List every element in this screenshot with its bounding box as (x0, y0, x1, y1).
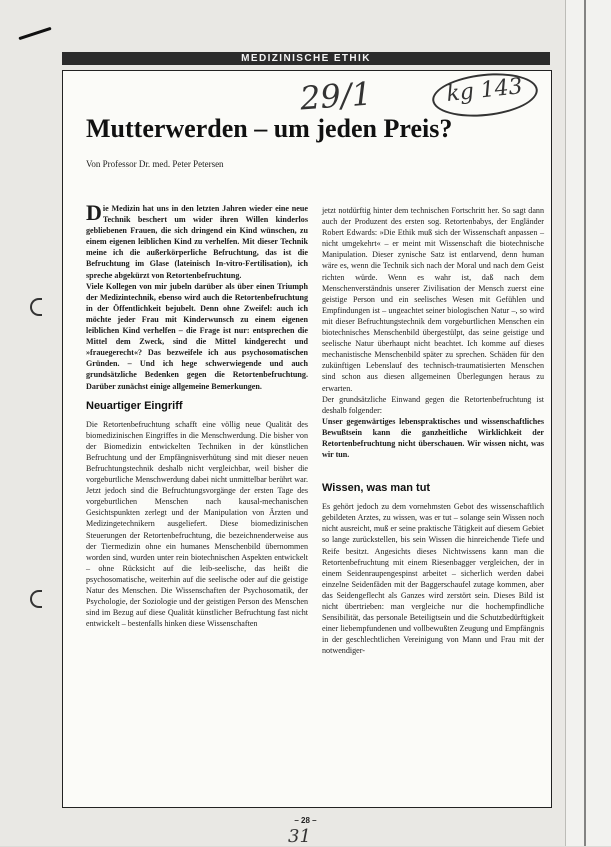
handwritten-code-text: kg 143 (445, 74, 524, 107)
section-header (62, 52, 550, 65)
article-title: Mutterwerden – um jeden Preis? (86, 114, 453, 143)
punch-hole-mark (30, 298, 42, 316)
page-number: – 28 – (294, 816, 317, 825)
handwritten-page-number: 31 (288, 826, 311, 847)
body-paragraph-2: jetzt notdürftig hinter dem technischen Fortschritt her. So sagt dann auch der Produzent des ersten sog. Retortenbabys, der Engländer Robert Edwards: »Die Ethik muß sich der Wissenschaft anpassen – nicht umgekehrt« – er meint mit Wissenschaft die biotechnische Manipulation. Dieser zynische Satz ist entlarvend, denn human wäre es, wenn die Technik sich nach der Moral und nach dem Geist richten würde. Wenn es wahr ist, daß nach dem Menschenverständnis unserer Zivilisation der Mensch zuerst eine geistige Person und ein seelisches Wesen mit Gefühlen und Empfindungen ist – ungeachtet seiner biologischen Natur –, so wird mit dieser Befruchtungstechnik dem vorgeburtlichen Menschen ein biotechnisches Menschenbild übergestülpt, das seine geistige und seelische Natur überhaupt nicht beachtet. Ich komme auf dieses mechanistische Menschenbild später zu sprechen. Schäden für den zukünftigen Lebenslauf des technisch-traumatisierten Menschen sind schon aus diesen allgemeinen Überlegungen heraus zu erwarten. (322, 206, 544, 393)
subheading-wissen: Wissen, was man tut (322, 482, 431, 495)
article-byline: Von Professor Dr. med. Peter Petersen (86, 159, 224, 169)
intro-paragraph-2: Viele Kollegen von mir jubeln darüber als über einen Triumph der Medizintechnik, ebenso wird auch die Retortenbefruchtung in der Öffentlichkeit bejubelt. Denn ohne Zweifel: auch ich möchte jeder Frau mit Kinderwunsch zu einem eigenen leiblichen Kind verhelfen – die Frage ist nur: entsprechen die Mittel dem Zweck, sind die Mittel kindgerecht und »frauegerecht«? Das bezweifele ich aus psychosomatischen Gründen. – Und ich hege schwerwiegende und auch grundsätzliche Bedenken gegen die Retortenbefruchtung. Darüber zunächst einige allgemeine Bemerkungen. (86, 281, 308, 391)
intro-paragraph (86, 200, 308, 281)
adjacent-page-edge (565, 0, 611, 846)
subheading-neuartiger-eingriff: Neuartiger Eingriff (86, 399, 183, 412)
handwritten-number: 29/1 (298, 74, 374, 118)
section-label: MEDIZINISCHE ETHIK (241, 53, 371, 64)
body-paragraph-4: Es gehört jedoch zu dem vornehmsten Gebot des wissenschaftlich gebildeten Arztes, zu wissen, was er tut – solange sein Wissen noch nicht ausreicht, muß er seine praktische Tätigkeit auf diesem Gebiet so lange zurückstellen, bis sein Wissen die hinreichende Tiefe und Reife besitzt. Angesichts dieses Nichtwissens kann man die Retortenbefruchtung mit einem Riesenbagger vergleichen, der in einem Seidenraupengespinst arbeitet – sicherlich werden dabei einzelne Seidenfäden mit der Baggerschaufel zutage kommen, aber das Seidengeflecht als Ganzes wird zerstört sein. Dieses Bild ist nicht übertrieben: man vergleiche nur die hochempfindliche Sensibilität, das personale Beteiligtsein und die Schutzbedürftigkeit einer liebempfundenen und vollbewußten Zeugung und Empfängnis in der geschlechtlichen Vereinigung von Mann und Frau mit der notwendiger- (322, 502, 544, 656)
right-column (322, 205, 544, 656)
emphasis-paragraph: Unser gegenwärtiges lebenspraktisches und wissenschaftliches Bewußtsein kann die ganzheitliche Wirklichkeit der Retortenbefruchtung nicht überschauen. Wir wissen nicht, was wir tun. (322, 416, 544, 460)
drop-cap: D (86, 200, 102, 225)
punch-hole-mark (30, 590, 42, 608)
body-paragraph-1: Die Retortenbefruchtung schafft eine völlig neue Qualität des biomedizinischen Eingriffes in die Menschwerdung. Die bisher von der Biomedizin entwickelten Techniken in der künstlichen Befruchtung und der Empfängnisverhütung sind mit dieser neuen Befruchtungstechnik deshalb nicht vergleichbar, weil bisher die vorgeburtliche Menschwerdung dabei nicht unmittelbar berührt war. Jetzt jedoch sind die Befruchtungsvorgänge der ersten Tage des vorgeburtlichen Menschen nach kausal-mechanischen Gesichtspunkten zerlegt und der Manipulation von Ärzten und Medizingetechnikern ausgeliefert. Diese biomedizinischen Steuerungen der Retortenbefruchtung, die bezeichnenderweise aus der Tiermedizin ohne ein humanes Menschenbild übernommen worden sind, wurden unter rein biotechnischen Aspekten entwickelt – ohne Rücksicht auf die leib-seelische, das heißt die psychosomatische, weiterhin auf die seelische oder auf die geistige Natur des Menschen. Die Wissenschaften der Psychosomatik, der Psychologie, der Soziologie und der geistigen Person des Menschen sind im Bezug auf diese Qualität künstlicher Befruchtung fast nicht entwickelt – bestenfalls hinken diese Wissenschaften (86, 419, 308, 629)
page-edge-line (584, 0, 586, 846)
body-paragraph-3: Der grundsätzliche Einwand gegen die Retortenbefruchtung ist deshalb folgender: (322, 394, 544, 415)
intro-text: ie Medizin hat uns in den letzten Jahren wieder eine neue Technik beschert um wider ihren Willen kinderlos gebliebenen Frauen, die sich dringend ein Kind wünschen, zu einem eigenen leiblichen Kind zu verhelfen. Mit dieser Technik meine ich die außerkörperliche Befruchtung, das ist die Befruchtung im Glase (lateinisch In-vitro-Fertilisation), ich spreche abgekürzt von Retortenbefruchtung. (86, 204, 308, 280)
left-column (86, 200, 308, 629)
